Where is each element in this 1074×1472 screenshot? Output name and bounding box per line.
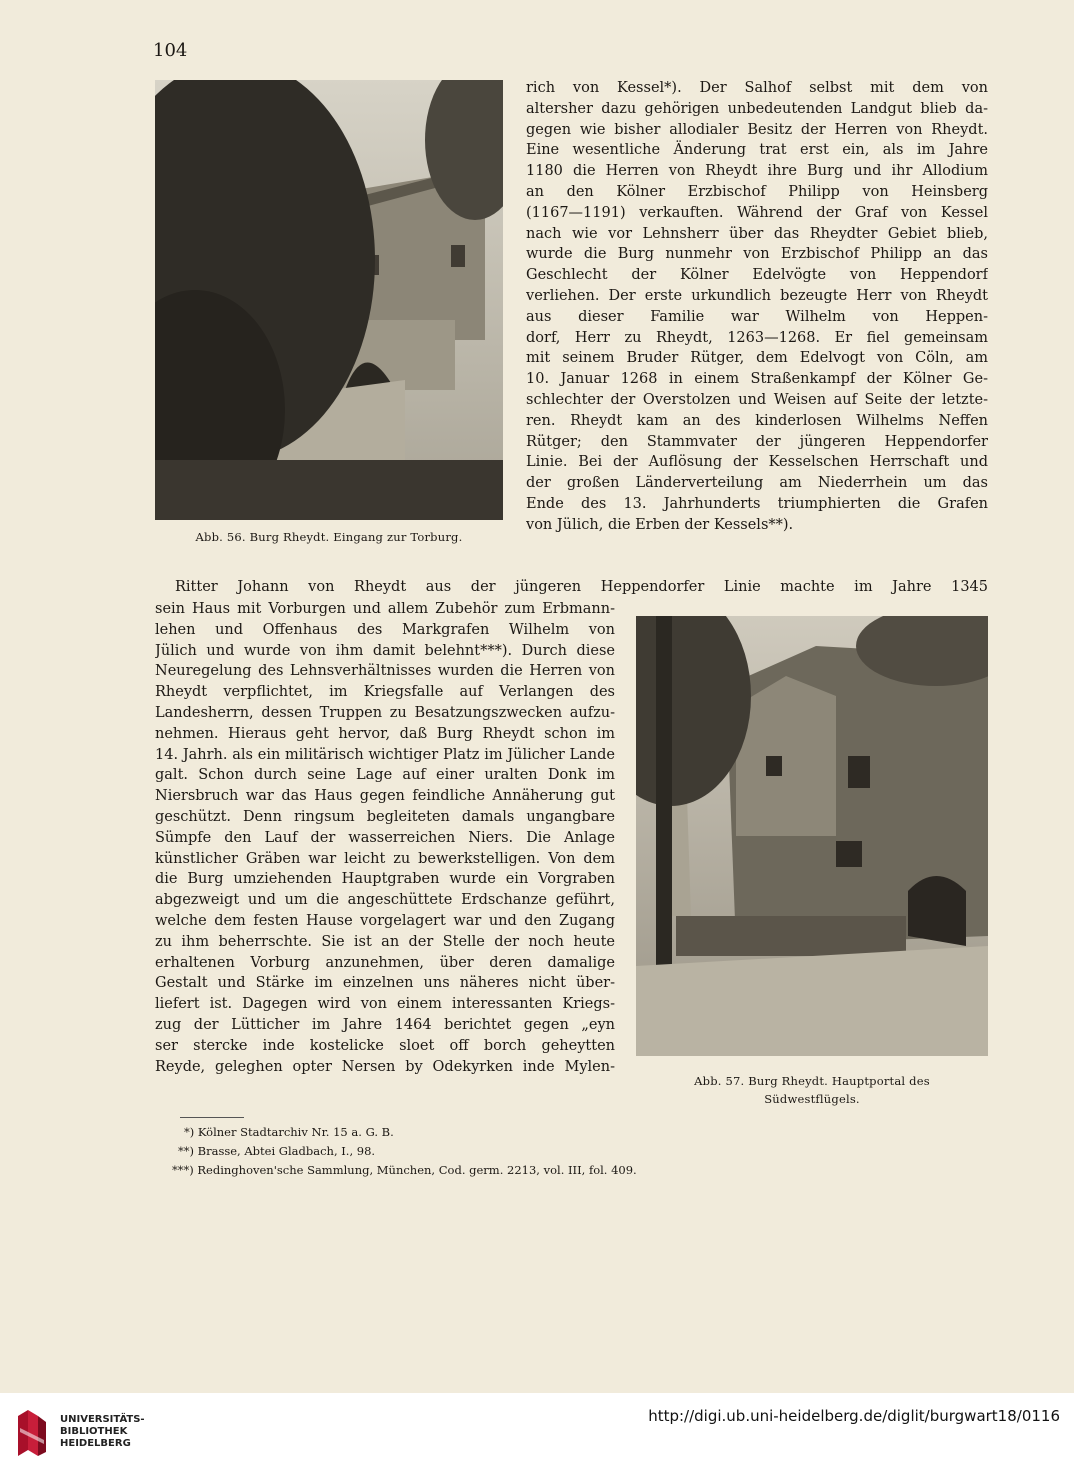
figure-57-caption-line: Abb. 57. Burg Rheydt. Hauptportal des xyxy=(694,1074,930,1088)
text-line: Geschlecht der Kölner Edelvögte von Heppendorf xyxy=(526,267,988,284)
text-line: der großen Länderverteilung am Niederrhein um das xyxy=(526,475,988,492)
text-line: die Burg umziehenden Hauptgraben wurde ein Vorgraben xyxy=(155,871,615,888)
text-line: zu ihm beherrschte. Sie ist an der Stelle der noch heute xyxy=(155,933,615,950)
library-name-line: UNIVERSITÄTS- xyxy=(60,1414,145,1425)
text-line: 10. Januar 1268 in einem Straßenkampf der Kölner Ge- xyxy=(526,371,988,388)
photo-burg-rheydt-hauptportal xyxy=(636,616,988,1056)
full-width-text xyxy=(155,577,988,598)
library-name xyxy=(60,1414,145,1450)
footer-bar xyxy=(0,1393,1074,1472)
footnotes xyxy=(172,1123,637,1180)
text-line: liefert ist. Dagegen wird von einem interessanten Kriegs- xyxy=(155,996,615,1013)
text-line: dorf, Herr zu Rheydt, 1263—1268. Er fiel gemeinsam xyxy=(526,329,988,346)
text-line: künstlicher Gräben war leicht zu bewerkstelligen. Von dem xyxy=(155,850,615,867)
text-line: ser stercke inde kostelicke sloet off borch geheytten xyxy=(155,1037,615,1054)
figure-56-caption: Abb. 56. Burg Rheydt. Eingang zur Torburg. xyxy=(195,530,463,544)
text-line: abgezweigt und um die angeschüttete Erdschanze geführt, xyxy=(155,892,615,909)
footnote: **) Brasse, Abtei Gladbach, I., 98. xyxy=(178,1144,376,1158)
text-line: rich von Kessel*). Der Salhof selbst mit dem von xyxy=(526,80,988,96)
text-line: Landesherrn, dessen Truppen zu Besatzungszwecken aufzu- xyxy=(155,704,615,721)
photo-burg-rheydt-torburg xyxy=(155,80,503,520)
text-line: Jülich und wurde von ihm damit belehnt***). Durch diese xyxy=(155,642,615,659)
library-name-line: HEIDELBERG xyxy=(60,1438,131,1449)
text-line: Niersbruch war das Haus gegen feindliche Annäherung gut xyxy=(155,788,615,805)
text-line: ren. Rheydt kam an des kinderlosen Wilhelms Neffen xyxy=(526,412,988,429)
text-line: Neuregelung des Lehnsverhältnisses wurden die Herren von xyxy=(155,663,615,680)
footnote: ***) Redinghoven'sche Sammlung, München, Cod. germ. 2213, vol. III, fol. 409. xyxy=(172,1163,637,1177)
text-line: altersher dazu gehörigen unbedeutenden Landgut blieb da- xyxy=(526,100,988,117)
figure-57-caption xyxy=(636,1072,988,1108)
university-library-logo-icon[interactable] xyxy=(14,1408,50,1460)
text-line: erhaltenen Vorburg anzunehmen, über deren damalige xyxy=(155,954,615,971)
left-column-text xyxy=(155,599,615,1077)
text-line: an den Kölner Erzbischof Philipp von Heinsberg xyxy=(526,183,988,200)
text-line: verliehen. Der erste urkundlich bezeugte Herr von Rheydt xyxy=(526,287,988,304)
text-line: 14. Jahrh. als ein militärisch wichtiger Platz im Jülicher Lande xyxy=(155,746,615,763)
text-line: aus dieser Familie war Wilhelm von Heppen- xyxy=(526,308,988,325)
permalink-url[interactable]: http://digi.ub.uni-heidelberg.de/diglit/burgwart18/0116 xyxy=(648,1407,1060,1425)
text-line: galt. Schon durch seine Lage auf einer uralten Donk im xyxy=(155,767,615,784)
right-column-text xyxy=(526,78,988,536)
text-line: welche dem festen Hause vorgelagert war und den Zugang xyxy=(155,912,615,929)
text-line: lehen und Offenhaus des Markgrafen Wilhelm von xyxy=(155,621,615,638)
text-line: 1180 die Herren von Rheydt ihre Burg und ihr Allodium xyxy=(526,163,988,180)
text-line: nach wie vor Lehnsherr über das Rheydter Gebiet blieb, xyxy=(526,225,988,242)
text-line: schlechter der Overstolzen und Weisen auf Seite der letzte- xyxy=(526,391,988,408)
library-name-line: BIBLIOTHEK xyxy=(60,1426,128,1437)
text-line: gegen wie bisher allodialer Besitz der Herren von Rheydt. xyxy=(526,121,988,138)
text-line: wurde die Burg nunmehr von Erzbischof Philipp an das xyxy=(526,246,988,263)
text-line: zug der Lütticher im Jahre 1464 berichtet gegen „eyn xyxy=(155,1016,615,1033)
text-line: Rheydt verpflichtet, im Kriegsfalle auf Verlangen des xyxy=(155,684,615,701)
footnote-divider xyxy=(180,1117,244,1118)
text-line: mit seinem Bruder Rütger, dem Edelvogt von Cöln, am xyxy=(526,350,988,367)
text-line: Ende des 13. Jahrhunderts triumphierten die Grafen xyxy=(526,495,988,512)
text-line: geschützt. Denn ringsum begleiteten damals ungangbare xyxy=(155,808,615,825)
text-line: sein Haus mit Vorburgen und allem Zubehör zum Erbmann- xyxy=(155,601,615,617)
text-line: Ritter Johann von Rheydt aus der jüngeren Heppendorfer Linie machte im Jahre 1345 xyxy=(175,579,988,595)
text-line: Eine wesentliche Änderung trat erst ein, als im Jahre xyxy=(526,142,988,159)
text-line: Reyde, geleghen opter Nersen by Odekyrken inde Mylen- xyxy=(155,1058,615,1075)
text-line: Rütger; den Stammvater der jüngeren Heppendorfer xyxy=(526,433,988,450)
figure-57-caption-line: Südwestflügels. xyxy=(764,1092,860,1106)
text-line: Sümpfe den Lauf der wasserreichen Niers. Die Anlage xyxy=(155,829,615,846)
text-line: von Jülich, die Erben der Kessels**). xyxy=(526,516,794,533)
page-number: 104 xyxy=(153,40,188,61)
text-line: (1167—1191) verkauften. Während der Graf von Kessel xyxy=(526,204,988,221)
footnote: *) Kölner Stadtarchiv Nr. 15 a. G. B. xyxy=(184,1125,394,1139)
text-line: Linie. Bei der Auflösung der Kesselschen Herrschaft und xyxy=(526,454,988,471)
text-line: nehmen. Hieraus geht hervor, daß Burg Rheydt schon im xyxy=(155,725,615,742)
text-line: Gestalt und Stärke im einzelnen uns näheres nicht über- xyxy=(155,975,615,992)
